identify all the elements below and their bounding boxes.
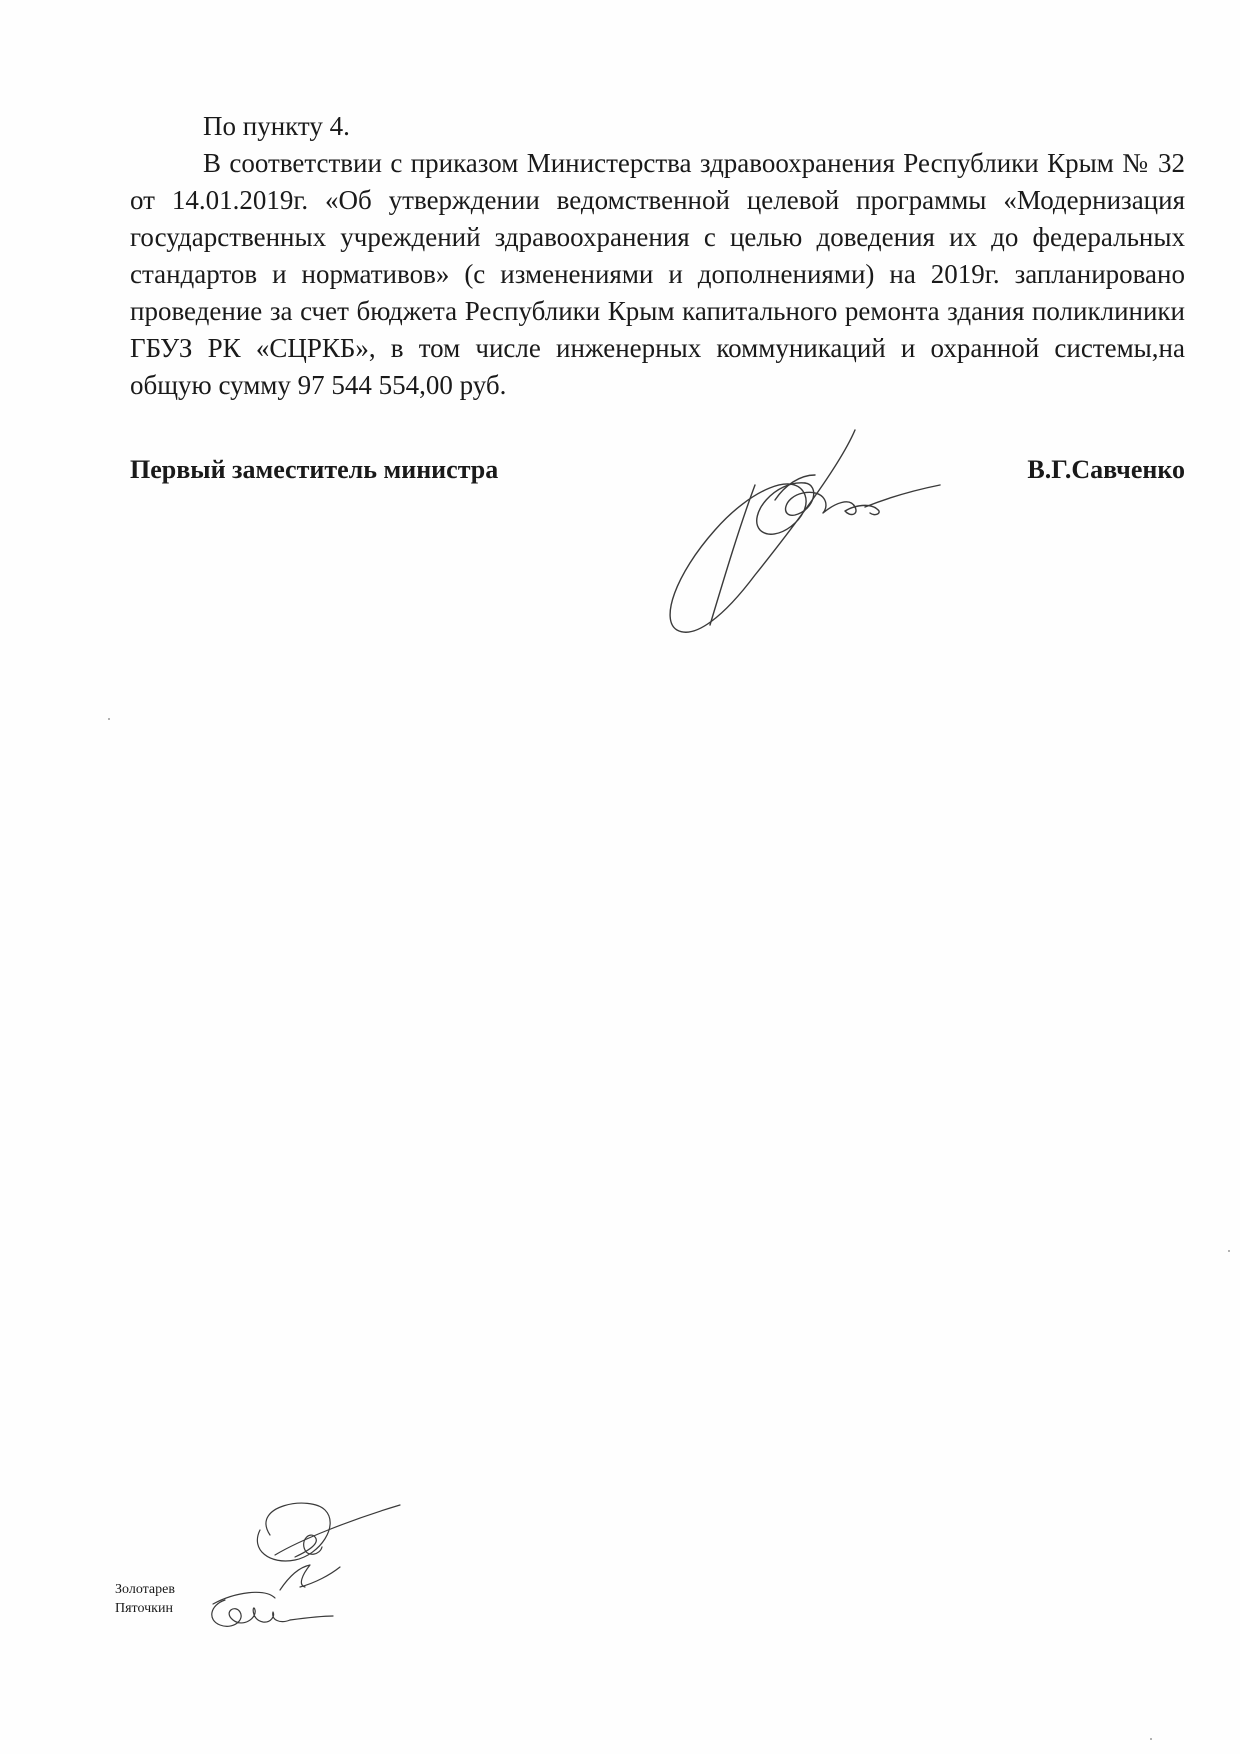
signer-name: В.Г.Савченко bbox=[1027, 455, 1185, 484]
document-body bbox=[130, 108, 1185, 404]
executor-name: Золотарев bbox=[115, 1582, 175, 1597]
executor-signature-2 bbox=[205, 1590, 335, 1635]
point-heading: По пункту 4. bbox=[203, 111, 350, 141]
scan-speck bbox=[108, 718, 110, 720]
signer-position: Первый заместитель министра bbox=[130, 455, 499, 484]
executor-name: Пяточкин bbox=[115, 1601, 173, 1616]
main-paragraph: В соответствии с приказом Министерства здравоохранения Республики Крым № 32 от 14.01.2019г. «Об утверждении ведомственной целевой программы «Модернизация государственных учреждений здравоохранения с целью доведения их до федеральных стандартов и нормативов» (с изменениями и дополнениями) на 2019г. запланировано проведение за счет бюджета Республики Крым капитального ремонта здания поликлиники ГБУЗ РК «СЦРКБ», в том числе инженерных коммуникаций и охранной системы,на общую сумму 97 544 554,00 руб. bbox=[130, 148, 1185, 400]
scan-speck bbox=[1150, 1738, 1152, 1740]
executors-list bbox=[115, 1580, 175, 1618]
handwritten-signature bbox=[655, 425, 945, 645]
executor-signature-1 bbox=[240, 1495, 410, 1595]
scan-speck bbox=[1228, 1250, 1230, 1252]
